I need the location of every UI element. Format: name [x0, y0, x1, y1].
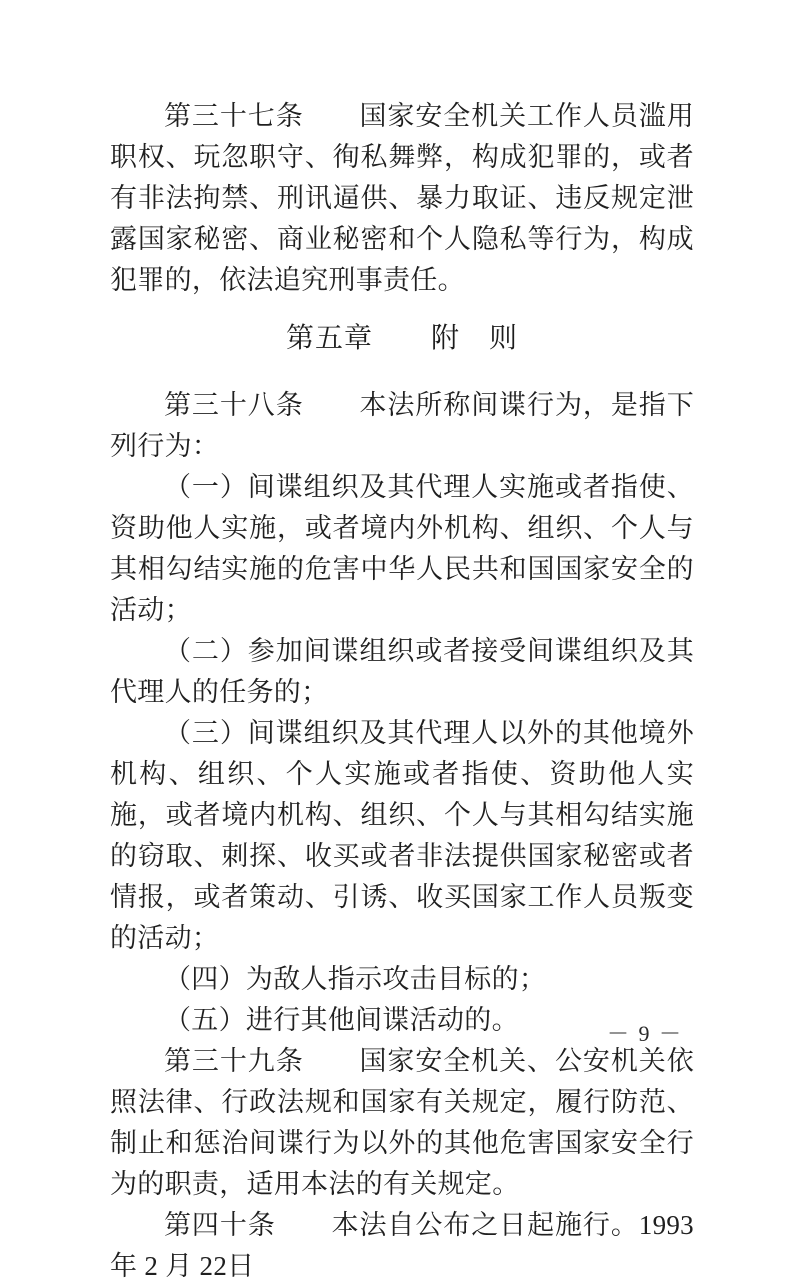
article-38-item-1: （一）间谍组织及其代理人实施或者指使、资助他人实施，或者境内外机构、组织、个人与其相勾结实施的危害中华人民共和国国家安全的活动； [110, 472, 694, 625]
chapter-5-heading: 第五章 附 则 [285, 323, 518, 354]
article-40-paragraph: 第四十条 本法自公布之日起施行。1993年 2 月 22日 [110, 1210, 694, 1281]
article-39-paragraph: 第三十九条 国家安全机关、公安机关依照法律、行政法规和国家有关规定，履行防范、制止和惩治间谍行为以外的其他危害国家安全行为的职责，适用本法的有关规定。 [110, 1046, 694, 1199]
article-38-item-5: （五）进行其他间谍活动的。 [164, 1005, 519, 1035]
page-number: － 9 － [607, 1021, 684, 1046]
article-38-item-3: （三）间谍组织及其代理人以外的其他境外机构、组织、个人实施或者指使、资助他人实施，或者境内机构、组织、个人与其相勾结实施的窃取、刺探、收买或者非法提供国家秘密或者情报，或者策动、引诱、收买国家工作人员叛变的活动； [110, 718, 694, 953]
document-body [110, 96, 694, 1287]
article-38-lead-paragraph: 第三十八条 本法所称间谍行为，是指下列行为： [110, 390, 694, 461]
article-38-item-4: （四）为敌人指示攻击目标的； [164, 964, 547, 994]
article-38-item-2: （二）参加间谍组织或者接受间谍组织及其代理人的任务的； [110, 636, 694, 707]
article-37-paragraph: 第三十七条 国家安全机关工作人员滥用职权、玩忽职守、徇私舞弊，构成犯罪的，或者有非法拘禁、刑讯逼供、暴力取证、违反规定泄露国家秘密、商业秘密和个人隐私等行为，构成犯罪的，依法追究刑事责任。 [110, 101, 694, 295]
